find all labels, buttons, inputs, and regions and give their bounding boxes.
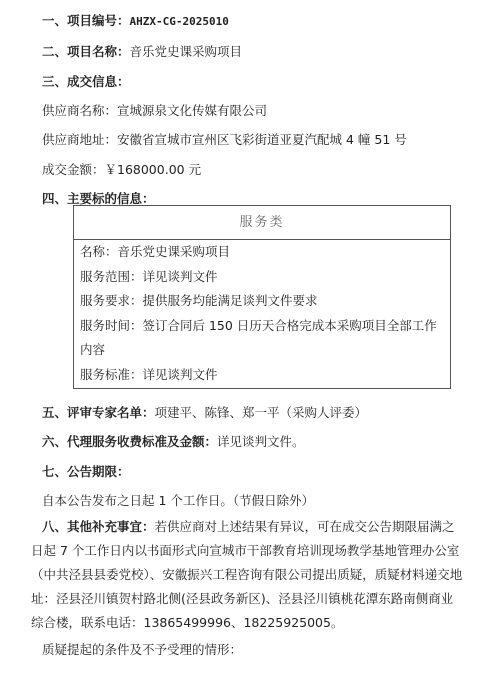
- project-number: AHZX-CG-2025010: [129, 15, 229, 28]
- section-2-label: 二、项目名称：: [42, 44, 130, 59]
- section-5: [42, 403, 367, 421]
- challenge-conditions: 质疑提起的条件及不予受理的情形：: [42, 642, 243, 657]
- deal-amount: 成交金额：￥168000.00 元: [42, 162, 202, 177]
- expert-list: 项建平、陈锋、郑一平（采购人评委）: [154, 405, 368, 420]
- announcement-period: 自本公告发布之日起 1 个工作日。（节假日除外）: [42, 493, 315, 508]
- section-3-label: 三、成交信息：: [42, 74, 130, 89]
- fee-standard: 详见谈判文件。: [217, 434, 305, 449]
- section-8: [31, 515, 465, 635]
- section-6: [42, 432, 305, 450]
- section-1-label: 一、项目编号：: [42, 13, 130, 28]
- section-4-label: 四、主要标的信息：: [42, 191, 155, 206]
- section-1: [42, 11, 229, 29]
- table-header: 服务类: [74, 206, 450, 240]
- section-7-label: 七、公告期限：: [42, 464, 130, 479]
- table-row-standard: 服务标准：详见谈判文件: [80, 366, 218, 382]
- section-8-label: 八、其他补充事宜：: [42, 519, 155, 534]
- section-5-label: 五、评审专家名单：: [42, 405, 155, 420]
- service-table: [73, 205, 451, 389]
- table-row-scope: 服务范围：详见谈判文件: [80, 268, 218, 284]
- table-row-requirement: 服务要求：提供服务均能满足谈判文件要求: [80, 293, 318, 308]
- table-row-time: 服务时间：签订合同后 150 日历天合格完成本采购项目全部工作内容: [80, 317, 437, 357]
- section-6-label: 六、代理服务收费标准及金额：: [42, 434, 218, 449]
- supplier-address: 供应商地址：安徽省宣城市宣州区飞彩街道亚夏汽配城 4 幢 51 号: [42, 132, 407, 147]
- supplementary-text: 若供应商对上述结果有异议，可在成交公告期限届满之日起 7 个工作日内以书面形式向宣城市干部教育培训现场教学基地管理办公室（中共泾县县委党校）、安徽振兴工程咨询有限公司提出质疑，质疑材料递交地址：泾县泾川镇贺村路北侧(泾县政务新区)、泾县泾川镇桃花潭东路南侧商业综合楼，联系电话：13865499996、18225925005。: [31, 519, 463, 630]
- project-name: 音乐党史课采购项目: [129, 44, 243, 59]
- supplier-name: 供应商名称：宣城源泉文化传媒有限公司: [42, 103, 268, 118]
- table-row-name: 名称：音乐党史课采购项目: [80, 244, 231, 259]
- section-2: [42, 42, 242, 60]
